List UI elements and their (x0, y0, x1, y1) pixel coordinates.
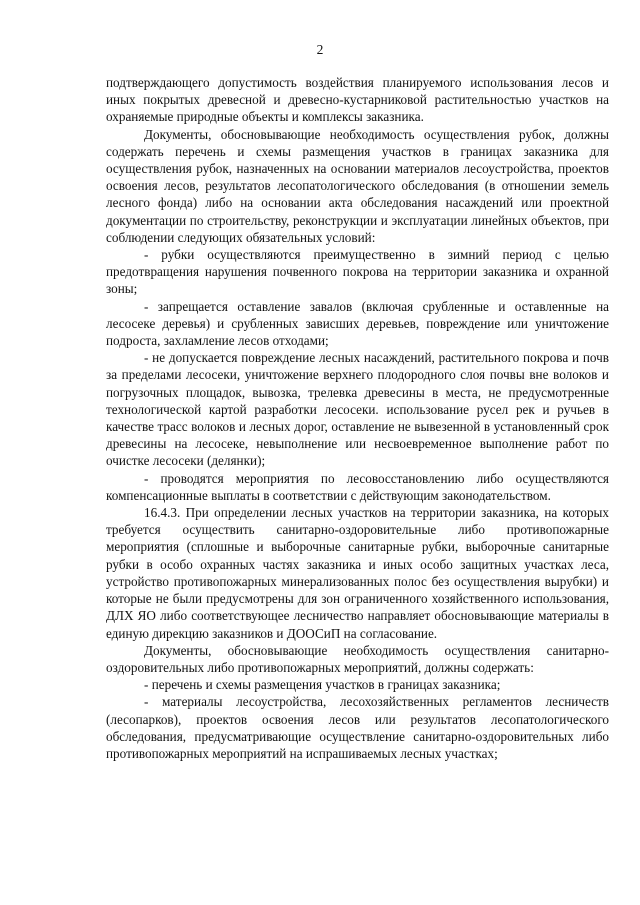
list-item-debris-prohibited: - запрещается оставление завалов (включая срубленные и оставленные на лесосеке деревья) и срубленных зависших деревьев, повреждение или уничтожение подроста, захламление лесов отходами; (106, 298, 609, 349)
page-number: 2 (316, 42, 324, 57)
list-item-damage-not-allowed: - не допускается повреждение лесных насаждений, растительного покрова и почв за пределами лесосеки, уничтожение верхнего плодородного слоя почвы вне волоков и погрузочных площадок, вывозка, трелевка древесины в места, не предусмотренные технологической картой разработки лесосеки. использование русел рек и ручьев в качестве трасс волоков и лесных дорог, оставление не вывезенной в установленный срок древесины на лесосеке, невыполнение или несвоевременное выполнение работ по очистке лесосеки (делянки); (106, 350, 609, 469)
paragraph-sanitary-documents: Документы, обосновывающие необходимость осуществления санитарно-оздоровительных либо противопожарных мероприятий, должны содержать: (106, 642, 609, 675)
list-item-schemes: - перечень и схемы размещения участков в границах заказника; (144, 677, 501, 693)
document-body (106, 74, 609, 762)
list-item-reforestation: - проводятся мероприятия по лесовосстановлению либо осуществляются компенсационные выплаты в соответствии с действующим законодательством. (106, 470, 609, 503)
paragraph-continuation: подтверждающего допустимость воздействия планируемого использования лесов и иных покрытых древесной и древесно-кустарниковой растительностью участков на охраняемые природные объекты и комплексы заказника. (106, 75, 609, 125)
list-item-materials: - материалы лесоустройства, лесохозяйственных регламентов лесничеств (лесопарков), проектов освоения лесов или результатов лесопатологического обследования, предусматривающие осуществление санитарно-оздоровительных либо противопожарных мероприятий на испрашиваемых лесных участках; (106, 694, 609, 761)
paragraph-16-4-3: 16.4.3. При определении лесных участков на территории заказника, на которых требуется осуществить санитарно-оздоровительные либо противопожарные мероприятия (сплошные и выборочные санитарные рубки, выборочные санитарные рубки в особо охранных частях заказника и иных особо защитных участках леса, устройство противопожарных минерализованных полос без осуществления вырубки) и которые не были предусмотрены для зон ограниченного хозяйственного использования, ДЛХ ЯО либо соответствующее лесничество направляет обосновывающие материалы в единую дирекцию заказников и ДООСиП на согласование. (106, 505, 609, 641)
paragraph-cutting-documents: Документы, обосновывающие необходимость осуществления рубок, должны содержать перечень и схемы размещения участков в границах заказника для осуществления рубок, назначенных на основании материалов лесоустройства, проектов освоения лесов, результатов лесопатологического обследования (в отношении земель лесного фонда) либо на основании акта обследования насаждений или проектной документации по строительству, реконструкции и эксплуатации линейных объектов, при соблюдении следующих обязательных условий: (106, 126, 609, 245)
list-item-winter-cutting: - рубки осуществляются преимущественно в зимний период с целью предотвращения нарушения почвенного покрова на территории заказника и охранной зоны; (106, 247, 609, 297)
